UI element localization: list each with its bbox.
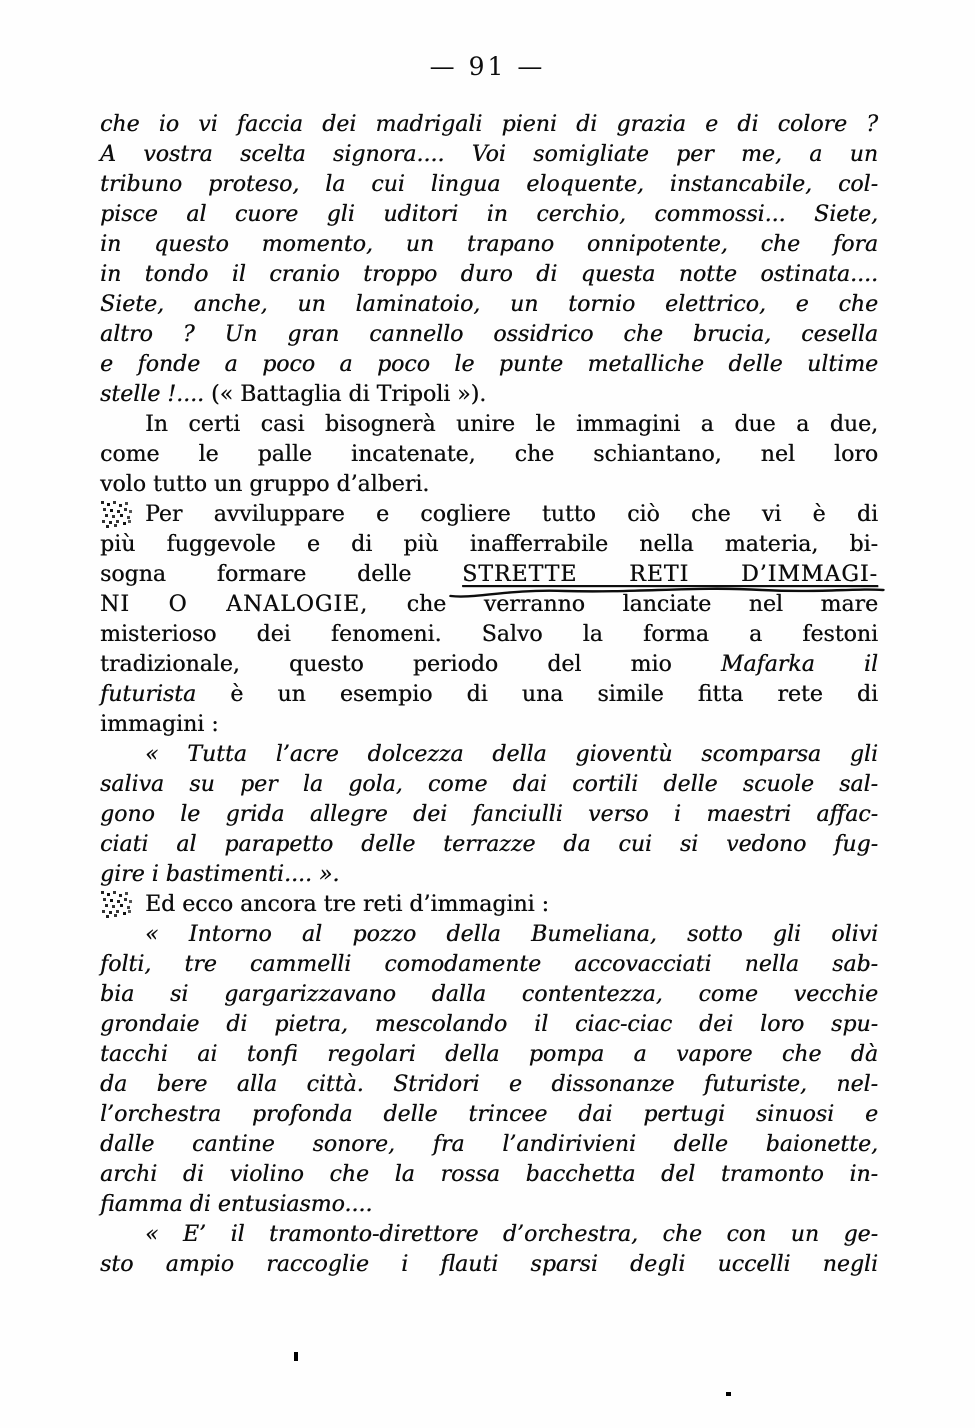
line-text: sogna formare delle xyxy=(100,562,463,587)
text-line: folti, tre cammelli comodamente accovacciati nella sab- xyxy=(100,952,878,977)
paragraph-5 xyxy=(100,890,878,920)
text-line: « E’ il tramonto-direttore d’orchestra, che con un ge- xyxy=(145,1222,878,1247)
book-title: futurista xyxy=(100,682,231,707)
text-line: l’orchestra profonda delle trincee dai pertugi sinuosi e xyxy=(100,1102,878,1127)
text-line: pisce al cuore gli uditori in cerchio, commossi... Siete, xyxy=(100,202,878,227)
text-line: in questo momento, un trapano onnipotente, che fora xyxy=(100,232,878,257)
quote-end: stelle !.... xyxy=(100,382,212,407)
underlined-phrase xyxy=(462,562,878,587)
text-line xyxy=(100,650,878,680)
ink-speck xyxy=(294,1352,298,1361)
paragraph-7 xyxy=(100,1220,878,1280)
ink-smudge xyxy=(100,500,134,526)
text-line: tacchi ai tonfi regolari della pompa a vapore che dà xyxy=(100,1042,878,1067)
text-line: ciati al parapetto delle terrazze da cui si vedono fug- xyxy=(100,832,878,857)
text-line: più fuggevole e di più inafferrabile nella materia, bi- xyxy=(100,532,878,557)
ink-speck xyxy=(726,1392,731,1396)
line-text: Ed ecco ancora tre reti d’immagini : xyxy=(145,892,549,917)
text-line: immagini : xyxy=(100,712,219,737)
text-line xyxy=(100,890,878,920)
text-line: saliva su per la gola, come dai cortili delle scuole sal- xyxy=(100,772,878,797)
text-line: da bere alla città. Stridori e dissonanze futuriste, nel- xyxy=(100,1072,878,1097)
text-line: sto ampio raccoglie i flauti sparsi degli uccelli negli xyxy=(100,1252,878,1277)
text-line: in tondo il cranio troppo duro di questa notte ostinata.... xyxy=(100,262,878,287)
text-line: « Tutta l’acre dolcezza della gioventù scomparsa gli xyxy=(145,742,878,767)
source-citation: (« Battaglia di Tripoli »). xyxy=(211,382,487,407)
emphasized-capitals: STRETTE RETI D’IMMAGI- xyxy=(462,562,878,587)
paragraph-2 xyxy=(100,410,878,500)
line-text: è un esempio di una simile fitta rete di xyxy=(230,682,878,707)
book-title: Mafarka il xyxy=(720,652,878,677)
ink-smudge xyxy=(100,890,134,916)
text-line: dalle cantine sonore, fra l’andirivieni delle baionette, xyxy=(100,1132,878,1157)
text-line: volo tutto un gruppo d’alberi. xyxy=(100,472,430,497)
text-line: A vostra scelta signora.... Voi somigliate per me, a un xyxy=(100,142,878,167)
page-number: — 91 — xyxy=(429,52,546,81)
paragraph-6 xyxy=(100,920,878,1220)
line-text: tradizionale, questo periodo del mio xyxy=(100,652,721,677)
text-line: « Intorno al pozzo della Bumeliana, sotto gli olivi xyxy=(145,922,878,947)
paragraph-1 xyxy=(100,110,878,410)
text-line xyxy=(100,680,878,710)
text-line: altro ? Un gran cannello ossidrico che brucia, cesella xyxy=(100,322,878,347)
hand-underline xyxy=(448,583,886,599)
text-line xyxy=(100,500,878,530)
text-line: grondaie di pietra, mescolando il ciac-ciac dei loro spu- xyxy=(100,1012,878,1037)
paragraph-3 xyxy=(100,500,878,740)
text-line: Siete, anche, un laminatoio, un tornio elettrico, e che xyxy=(100,292,878,317)
paragraph-4 xyxy=(100,740,878,890)
text-line: e fonde a poco a poco le punte metalliche delle ultime xyxy=(100,352,878,377)
text-line: fiamma di entusiasmo.... xyxy=(100,1192,373,1217)
line-text: che verranno lanciate nel mare xyxy=(406,592,878,617)
text-line: che io vi faccia dei madrigali pieni di grazia e di colore ? xyxy=(100,112,878,137)
text-line: tribuno proteso, la cui lingua eloquente, instancabile, col- xyxy=(100,172,878,197)
text-line: archi di violino che la rossa bacchetta del tramonto in- xyxy=(100,1162,878,1187)
text-line: come le palle incatenate, che schiantano, nel loro xyxy=(100,442,878,467)
text-line: gire i bastimenti.... ». xyxy=(100,862,340,887)
text-line: misterioso dei fenomeni. Salvo la forma a festoni xyxy=(100,622,878,647)
text-line: In certi casi bisognerà unire le immagini a due a due, xyxy=(145,412,878,437)
text-line xyxy=(100,560,878,590)
line-text: Per avviluppare e cogliere tutto ciò che vi è di xyxy=(145,502,878,527)
text-line: bia si gargarizzavano dalla contentezza, come vecchie xyxy=(100,982,878,1007)
text-line: gono le grida allegre dei fanciulli verso i maestri affac- xyxy=(100,802,878,827)
emphasized-capitals: NI O ANALOGIE, xyxy=(100,592,407,617)
text-line xyxy=(100,380,878,410)
text-block xyxy=(100,110,878,1280)
